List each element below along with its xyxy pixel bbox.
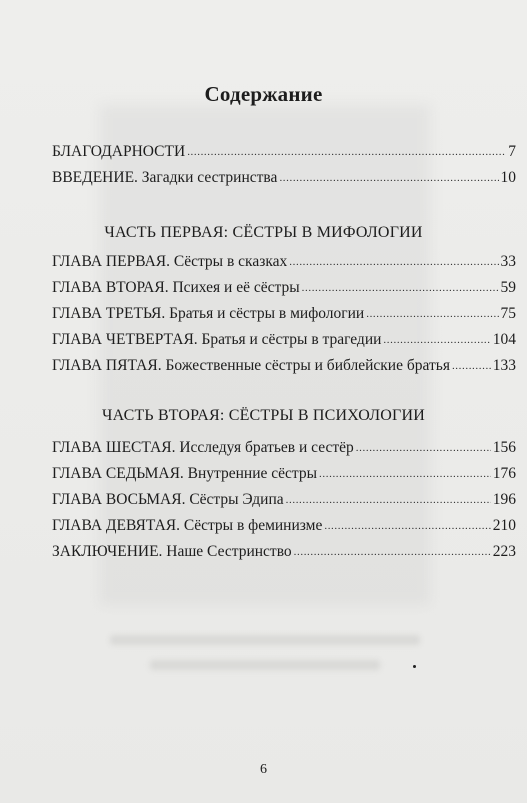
toc-entry[interactable] xyxy=(52,279,516,305)
toc-entry-page: 196 xyxy=(492,491,516,508)
toc-entry-label: ГЛАВА ДЕВЯТАЯ. Сёстры в феминизме xyxy=(52,517,323,534)
bleed-through-line xyxy=(150,660,380,670)
toc-entry-page: 133 xyxy=(492,357,516,374)
toc-entry-label: ГЛАВА ЧЕТВЕРТАЯ. Братья и сёстры в трагедии xyxy=(52,331,382,348)
toc-leader-dots xyxy=(366,304,498,322)
toc-entry-page: 59 xyxy=(500,279,516,296)
page-number: 6 xyxy=(260,762,267,777)
toc-entry-page: 156 xyxy=(492,439,516,456)
toc-leader-dots xyxy=(279,168,498,186)
toc-entry-label: ЗАКЛЮЧЕНИЕ. Наше Сестринство xyxy=(52,543,292,560)
toc-entry-label: ГЛАВА ПЕРВАЯ. Сёстры в сказках xyxy=(52,253,288,270)
toc-entry[interactable] xyxy=(52,169,516,195)
toc-entry-page: 7 xyxy=(508,143,516,160)
toc-entry[interactable] xyxy=(52,357,516,383)
toc-leader-dots xyxy=(187,142,506,160)
toc-part-two-section xyxy=(52,439,516,569)
toc-entry[interactable] xyxy=(52,465,516,491)
toc-entry-label: ГЛАВА ВТОРАЯ. Психея и её сёстры xyxy=(52,279,300,296)
toc-entry[interactable] xyxy=(52,253,516,279)
toc-entry[interactable] xyxy=(52,305,516,331)
toc-entry[interactable] xyxy=(52,517,516,543)
part-one-heading: ЧАСТЬ ПЕРВАЯ: СЁСТРЫ В МИФОЛОГИИ xyxy=(104,224,423,241)
part-two-heading: ЧАСТЬ ВТОРАЯ: СЁСТРЫ В ПСИХОЛОГИИ xyxy=(102,407,425,424)
toc-leader-dots xyxy=(286,490,491,508)
toc-entry[interactable] xyxy=(52,543,516,569)
toc-entry-label: ГЛАВА ТРЕТЬЯ. Братья и сёстры в мифологии xyxy=(52,305,365,322)
toc-entry-label: ГЛАВА ПЯТАЯ. Божественные сёстры и библейские братья xyxy=(52,357,450,374)
toc-leader-dots xyxy=(324,516,490,534)
toc-entry[interactable] xyxy=(52,331,516,357)
toc-entry-page: 75 xyxy=(500,305,516,322)
toc-leader-dots xyxy=(383,330,490,348)
toc-entry-label: ГЛАВА ШЕСТАЯ. Исследуя братьев и сестёр xyxy=(52,439,354,456)
toc-leader-dots xyxy=(319,464,491,482)
page-title: Содержание xyxy=(204,82,323,106)
toc-leader-dots xyxy=(302,278,499,296)
toc-leader-dots xyxy=(289,252,498,270)
toc-entry-label: ВВЕДЕНИЕ. Загадки сестринства xyxy=(52,169,278,186)
toc-entry-label: ГЛАВА ВОСЬМАЯ. Сёстры Эдипа xyxy=(52,491,284,508)
toc-entry-page: 10 xyxy=(500,169,516,186)
toc-entry-label: БЛАГОДАРНОСТИ xyxy=(52,143,186,160)
toc-entry[interactable] xyxy=(52,491,516,517)
toc-entry-page: 210 xyxy=(492,517,516,534)
toc-entry-label: ГЛАВА СЕДЬМАЯ. Внутренние сёстры xyxy=(52,465,318,482)
toc-entry[interactable] xyxy=(52,439,516,465)
toc-entry-page: 223 xyxy=(492,543,516,560)
toc-entry-page: 33 xyxy=(500,253,516,270)
toc-entry-page: 104 xyxy=(492,331,516,348)
toc-leader-dots xyxy=(356,438,491,456)
bleed-through-line xyxy=(110,635,420,645)
ink-speck xyxy=(413,665,416,668)
toc-part-one-section xyxy=(52,253,516,383)
toc-entry[interactable] xyxy=(52,143,516,169)
toc-entry-page: 176 xyxy=(492,465,516,482)
toc-leader-dots xyxy=(294,542,491,560)
toc-intro-section xyxy=(52,143,516,195)
toc-leader-dots xyxy=(452,356,491,374)
